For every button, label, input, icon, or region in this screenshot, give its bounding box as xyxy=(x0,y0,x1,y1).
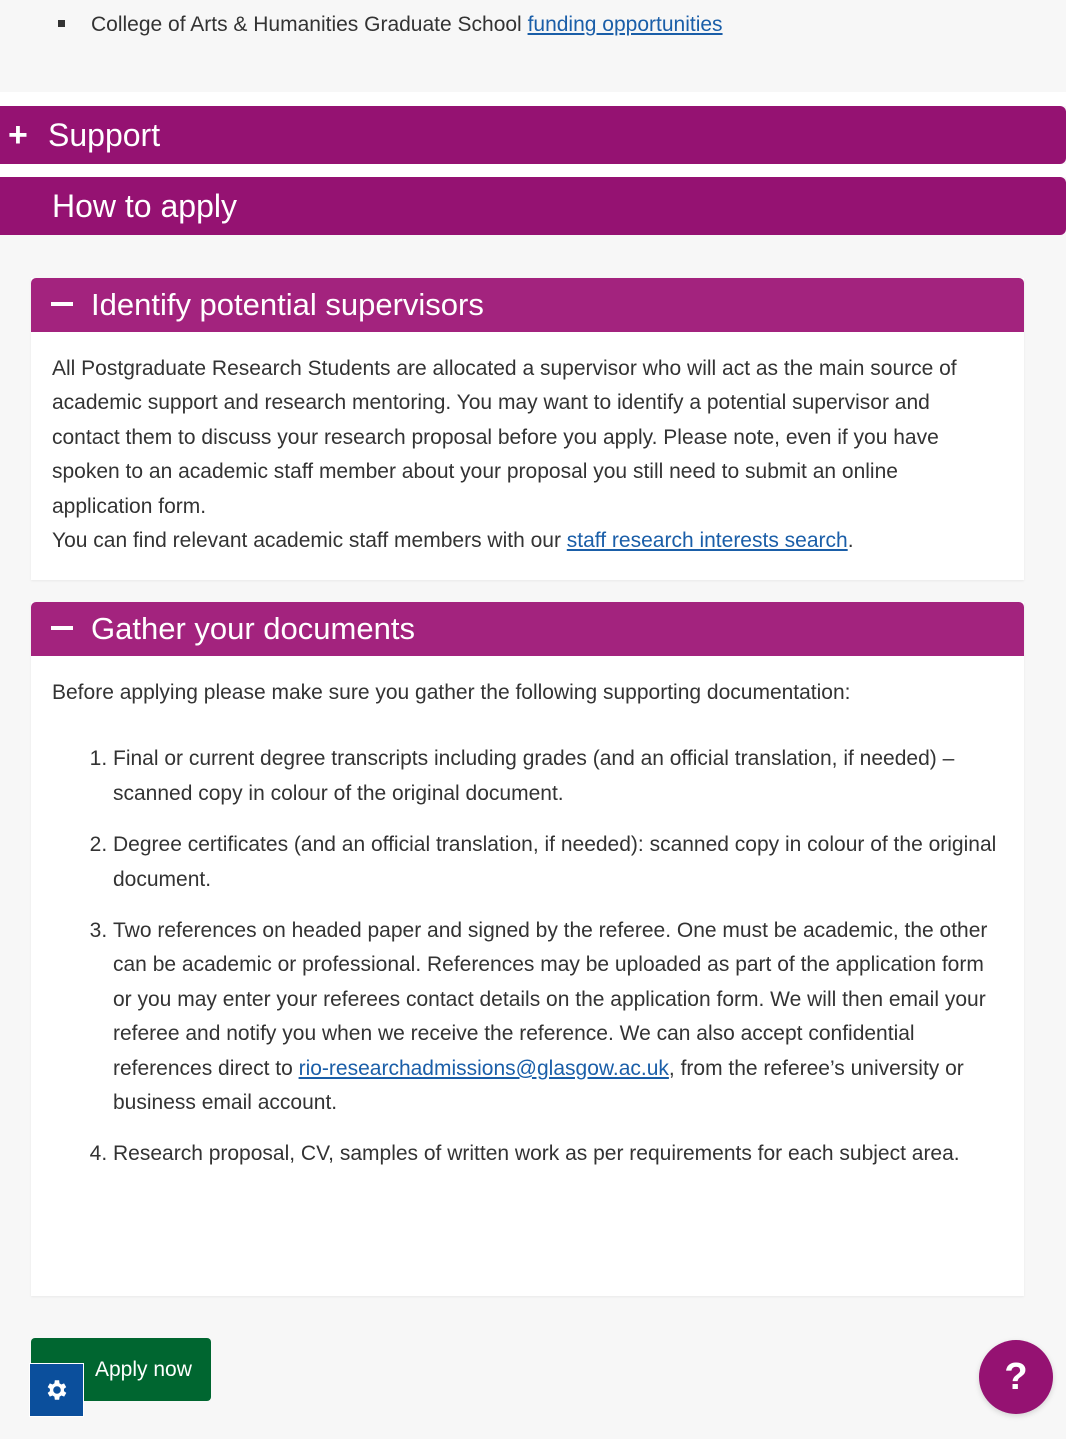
find-staff-paragraph xyxy=(52,524,1002,558)
period: . xyxy=(847,529,854,553)
apply-now-label: Apply now xyxy=(95,1358,192,1381)
admissions-email-link[interactable]: rio-researchadmissions@glasgow.ac.uk xyxy=(298,1056,669,1080)
cookie-settings-button[interactable] xyxy=(29,1363,84,1417)
question-icon: ? xyxy=(1004,1355,1028,1398)
supervisors-title: Identify potential supervisors xyxy=(91,287,484,322)
documents-list xyxy=(52,742,1002,1171)
documents-header[interactable] xyxy=(31,602,1024,656)
funding-section xyxy=(0,0,1066,92)
funding-opportunities-link[interactable]: funding opportunities xyxy=(527,13,723,36)
list-item xyxy=(113,914,1002,1120)
documents-intro: Before applying please make sure you gather the following supporting documentation: xyxy=(52,681,851,704)
staff-research-search-link[interactable]: staff research interests search xyxy=(566,529,848,553)
supervisors-body xyxy=(31,332,1024,578)
funding-list-item xyxy=(58,10,723,40)
list-item: 2. Degree certificates (and an official translation, if needed): scanned copy in colour of the original document. xyxy=(113,828,1002,897)
gear-icon xyxy=(44,1377,70,1403)
support-label: Support xyxy=(48,117,161,153)
bullet-icon xyxy=(58,20,65,27)
supervisors-panel xyxy=(31,278,1024,580)
funding-text: College of Arts & Humanities Graduate School xyxy=(91,13,528,36)
page-edge xyxy=(1066,0,1080,1439)
minus-icon xyxy=(51,626,73,630)
how-to-apply-label: How to apply xyxy=(52,188,237,224)
minus-icon xyxy=(51,302,73,306)
help-button[interactable] xyxy=(979,1340,1053,1414)
supervisors-header[interactable] xyxy=(31,278,1024,332)
how-to-apply-accordion[interactable] xyxy=(0,177,1066,235)
documents-title: Gather your documents xyxy=(91,611,415,646)
find-staff-text: You can find relevant academic staff members with our xyxy=(52,529,567,553)
references-text-end: , from the referee’s university or business email account. xyxy=(113,1056,964,1115)
supervisors-paragraph: All Postgraduate Research Students are allocated a supervisor who will act as the main source of academic support and research mentoring. You may want to identify a potential supervisor and contact them to discuss your research proposal before you apply. Please note, even if you have spoken to an academic staff member about your proposal you still need to submit an online application form. xyxy=(52,357,957,518)
plus-icon: + xyxy=(8,116,28,154)
list-item: 1. Final or current degree transcripts including grades (and an official translation, if needed) – scanned copy in colour of the original document. xyxy=(113,742,1002,811)
references-text: Two references on headed paper and signed by the referee. One must be academic, the other can be academic or professional. References may be uploaded as part of the application form or you may enter your referees contact details on the application form. We will then email your referee and notify you when we receive the reference. We can also accept confidential references direct to xyxy=(113,919,988,1080)
support-accordion[interactable] xyxy=(0,106,1066,164)
divider xyxy=(0,92,1080,106)
documents-panel xyxy=(31,602,1024,1296)
list-item: 4. Research proposal, CV, samples of written work as per requirements for each subject area. xyxy=(113,1137,1002,1171)
documents-body xyxy=(31,656,1024,1209)
divider xyxy=(0,164,1080,177)
